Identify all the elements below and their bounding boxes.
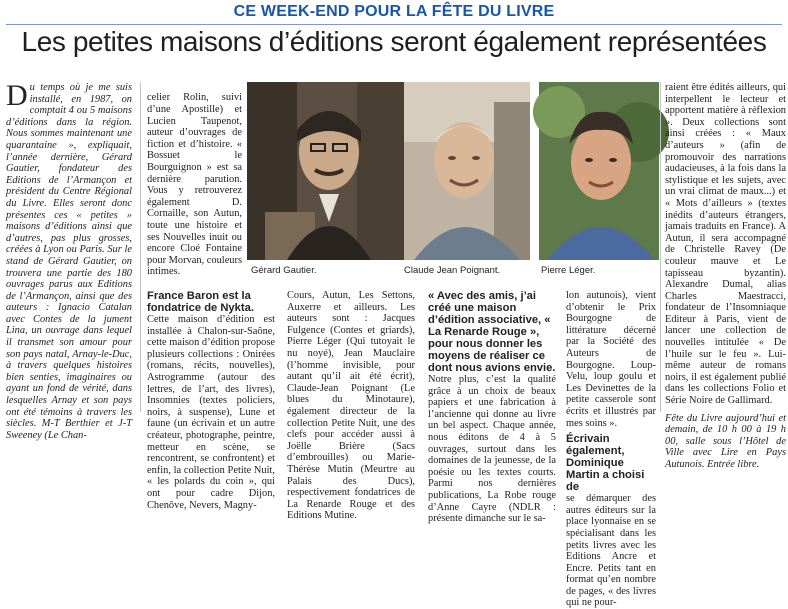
article-column-3	[287, 290, 415, 522]
article-column-5	[566, 290, 656, 609]
article-column-4	[428, 290, 556, 525]
martin-subhead: Écrivain également, Dominique Martin a choisi de	[566, 433, 645, 494]
nykta-text: Cette maison d’édition est installée à Chalon-sur-Saône, cette maison d’édition propose plusieurs collections : Onirées (romans, récits, nouvelles), Astrogramme (autour des lettres, de l’art, des livres), Insomnies (textes policiers, noirs, à suspense), Lune et faune (un écrivain et un autre créateur, photographe, peintre, metteur en scène, se rencontrent, se confrontent) et enfin, la collection Petite Nuit, « les polards du coin », qui ont pour cadre Dijon, Chenôve, Nevers, Magny-	[147, 314, 275, 511]
kicker-rule	[6, 24, 782, 25]
col4-text: Notre plus, c’est la qualité grâce à un choix de beaux papiers et une fabrication à l’ancienne qui donne au livre un bel aspect. Chaque année, nous éditons de 4 à 5 ouvrages, surtout dans les domaines de la jeunesse, de la poésie ou les textes courts. Parmi nos dernières publications, La Robe rouge d’Anne Cayre (NDLR : présente dimanche sur le sa-	[428, 374, 556, 525]
article-column-1	[6, 79, 132, 441]
section-kicker: CE WEEK-END POUR LA FÊTE DU LIVRE	[233, 3, 555, 20]
col5-text: lon autunois), vient d’obtenir le Prix Bourgogne de littérature décerné par la Société des Auteurs de Bourgogne. Loup-Velu, loup goulu et Les Devinettes de la petite casserole sont écrits et illustrés par mes soins ».	[566, 290, 656, 429]
photo-claude-jean-poignant	[404, 82, 530, 260]
caption-gautier: Gérard Gautier.	[251, 265, 317, 276]
article-column-6	[665, 82, 786, 470]
martin-text: se démarquer des autres éditeurs sur la place lyonnaise en se spécialisant dans les petits livres avec les Editions Ancre et Encre. Petits tant en format qu’en nombre de pages, « des livres qui ne pour-	[566, 493, 656, 609]
column-divider	[660, 82, 661, 412]
photo-pierre-leger	[539, 82, 659, 260]
intro-text: u temps où je me suis installé, en 1987, on comptait 4 ou 5 maisons d’éditions dans la région. Nous sommes maintenant une quarantaine », expliquait, l’année dernière, Gérard Gautier, fondateur des Editions de l’Armançon et président du Centre Régional du Livre. Elles seront donc présentes ces « petites » maisons d’éditions ainsi que d’autres, pas plus grosses, créées à Lyon ou Paris. Sur le stand de Gérard Gautier, on trouvera une partie des 180 ouvrages parus aux Editions de l’Armançon, ainsi que des auteurs : Ignacio Catalan avec Contes de la jument Lina, un ouvrage dans lequel il transmet son amour pour son pays natal, Arnay-le-Duc, à travers quelques histoires bien senties, imaginaires ou ayant un fond de vérité, dans lesquelles Arnay et son pays ont été témoins à travers les siècles. M-T Berthier et J-T Sweeney (Le Chan-	[6, 82, 132, 441]
article-column-2	[147, 290, 275, 511]
photo-gerard-gautier	[247, 82, 407, 260]
col2-top-text: celier Rolin, suivi d’une Apostille) et Lucien Taupenot, auteur d’ouvrages de fiction et d’histoire. « Bossuet le Bourguignon » est sa dernière parution. Vous y retrouverez également D. Cornaille, son Autun, toute une histoire et ses Nouvelles inuit ou encore Cloé Fontaine pour Morvan, couleurs intimes.	[147, 92, 242, 278]
col3-text: Cours, Autun, Les Settons, Auxerre et ailleurs. Les auteurs sont : Jacques Fulgence (Contes et griards), Pierre Léger (Qui tutoyait le nu noyé), Jean Mauclaire (l’homme invisible, pour autant qu’il ait été écrit), Claude-Jean Poignant (Le blues du Minotaure), également directeur de la collection Petite Nuit, une des clefs pour accéder aussi à Joëlle Brière (Sacs d’embrouilles) ou Marie-Thérèse Mutin (Meurtre au Palais des Ducs), respectivement fondatrices de La Renarde Rouge et des Editions Mutine.	[287, 290, 415, 522]
caption-leger: Pierre Léger.	[541, 265, 596, 276]
headline: Les petites maisons d’éditions seront également représentées	[21, 26, 767, 57]
col6-text: raient être édités ailleurs, qui interpellent le lecteur et apportent matière à réflexion ». Deux collections sont ainsi créées : « Maux d’auteurs » (afin de promouvoir des narrations audacieuses, à la fois dans la stylistique et les sujets, avec un vrai climat de maux...) et « Mots d’ailleurs » (textes inédits d’auteurs étrangers, jamais traduits en France). A Autun, il sera accompagné de Christelle Ravey (De couleur mauve et Le tapisseau byzantin). Alexandre Dumal, alias Charles Maestracci, fondateur de l’Insomniaque Editeur à Paris, vient de lancer une collection de nouvelles intitulée « De l’huile sur le feu ». Lui-même auteur de romans noirs, il est également publié dans les collections Folio et Série Noire de Gallimard.	[665, 82, 786, 407]
article-column-2-top	[147, 82, 242, 282]
nykta-subhead: France Baron est la fondatrice de Nykta.	[147, 290, 254, 314]
footer-info: Fête du Livre aujourd’hui et demain, de 10 h 00 à 19 h 00, salle sous l’Hôtel de Ville avec Lire en Pays Autunois. Entrée libre.	[665, 412, 786, 470]
renarde-subhead: « Avec des amis, j’ai créé une maison d’édition associative, « La Renarde Rouge », pour nous donner les moyens de réaliser ce dont nous avions envie.	[428, 290, 556, 374]
caption-poignant: Claude Jean Poignant.	[404, 265, 501, 276]
dropcap: D	[6, 79, 28, 112]
column-divider	[140, 82, 141, 412]
